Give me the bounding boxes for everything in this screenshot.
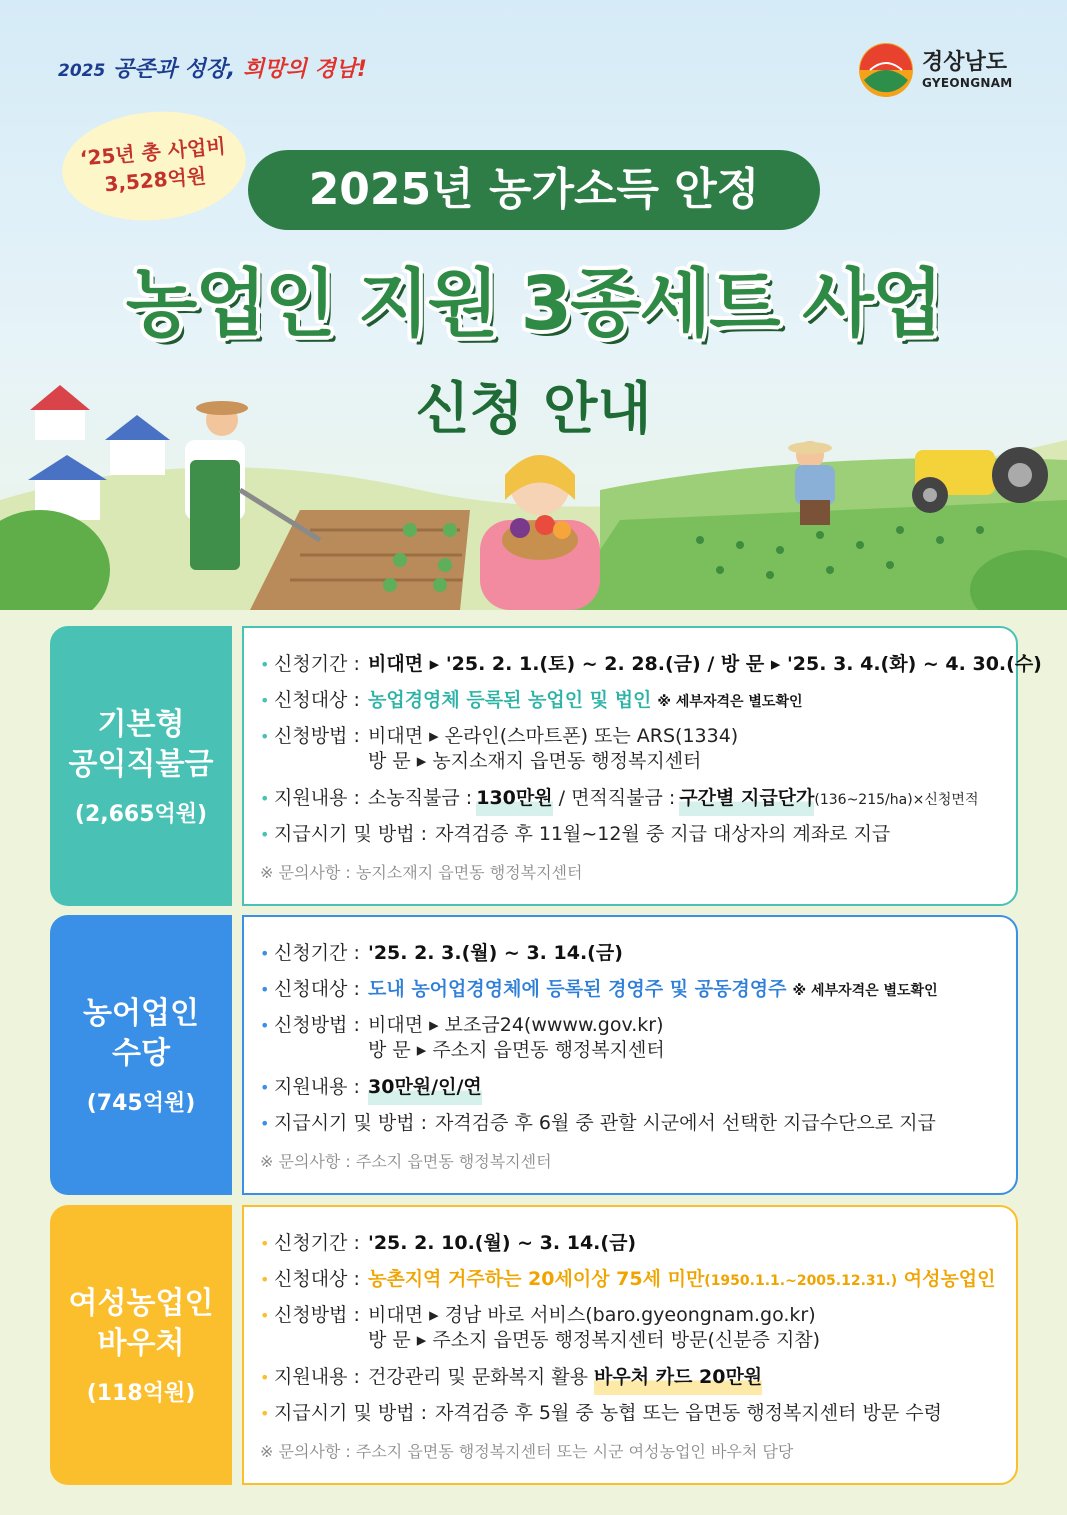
section-name-line2: 바우처 — [97, 1325, 185, 1361]
row-label: 신청방법 : — [274, 1014, 360, 1036]
bullet-icon: • — [260, 1270, 270, 1289]
row-payment — [260, 816, 998, 852]
row-target — [260, 682, 998, 718]
bullet-icon: • — [260, 655, 270, 674]
row-label: 지원내용 : — [274, 1076, 360, 1098]
target-birth-range: (1950.1.1.~2005.12.31.) — [704, 1273, 898, 1289]
row-payment — [260, 1105, 998, 1141]
content-value: 바우처 카드 20만원 — [594, 1359, 762, 1395]
target-value: 농촌지역 거주하는 20세이상 75세 미만 — [368, 1268, 705, 1290]
slogan-year: 2025 — [58, 61, 106, 81]
logo-name: 경상남도 — [922, 50, 1008, 75]
section-direct-payment — [50, 626, 1042, 906]
method-online: 비대면 ▸ 보조금24(wwww.gov.kr) — [368, 1014, 664, 1036]
bullet-icon: • — [260, 1114, 270, 1133]
section-body — [242, 626, 1042, 906]
content-value: 30만원/인/연 — [368, 1069, 482, 1105]
gyeongnam-emblem-icon — [858, 42, 914, 98]
inquiry-note: ※ 문의사항 : 주소지 읍면동 행정복지센터 또는 시군 여성농업인 바우처 담당 — [260, 1442, 794, 1461]
target-value: 도내 농어업경영체에 등록된 경영주 및 공동경영주 — [368, 978, 787, 1000]
main-title: 농업인 지원 3종세트 사업 — [125, 261, 942, 347]
budget-line1: ‘25년 총 사업비 — [79, 133, 227, 171]
row-method-visit — [260, 748, 998, 780]
row-period — [260, 646, 1042, 682]
row-label: 신청방법 : — [274, 1304, 360, 1326]
row-label: 지급시기 및 방법 : — [274, 1402, 427, 1424]
row-label: 신청대상 : — [274, 1268, 360, 1290]
target-value: 농업경영체 등록된 농업인 및 법인 — [368, 689, 652, 711]
section-name-line2: 수당 — [112, 1035, 170, 1071]
section-name-line1: 기본형 — [97, 706, 185, 742]
budget-line2: 3,528억원 — [103, 163, 208, 197]
method-visit: 방 문 ▸ 주소지 읍면동 행정복지센터 방문(신분증 지참) — [368, 1329, 821, 1351]
bullet-icon: • — [260, 980, 270, 999]
content-small-farm-amount: 130만원 — [476, 780, 552, 816]
bullet-icon: • — [260, 789, 270, 808]
payment-value: 자격검증 후 11월~12월 중 지급 대상자의 계좌로 지급 — [435, 823, 891, 845]
row-period — [260, 935, 998, 971]
period-value: '25. 2. 3.(월) ~ 3. 14.(금) — [368, 942, 623, 964]
content-area-rate: 구간별 지급단가 — [679, 780, 814, 816]
row-label: 신청기간 : — [274, 653, 360, 675]
budget-bubble — [58, 104, 251, 228]
inquiry-note: ※ 문의사항 : 주소지 읍면동 행정복지센터 — [260, 1152, 552, 1171]
period-value: '25. 2. 10.(월) ~ 3. 14.(금) — [368, 1232, 637, 1254]
method-visit: 방 문 ▸ 주소지 읍면동 행정복지센터 — [368, 1039, 665, 1061]
row-label: 신청방법 : — [274, 725, 360, 747]
slogan-part2: 희망의 경남! — [242, 57, 367, 82]
section-label — [50, 626, 232, 906]
row-label: 지급시기 및 방법 : — [274, 823, 427, 845]
row-payment — [260, 1395, 998, 1431]
section-budget: (118억원) — [86, 1380, 196, 1406]
content-description: 건강관리 및 문화복지 활용 — [368, 1366, 589, 1388]
row-method-visit — [260, 1327, 998, 1359]
section-name-line1: 여성농업인 — [68, 1285, 214, 1321]
method-visit: 방 문 ▸ 농지소재지 읍면동 행정복지센터 — [368, 750, 702, 772]
period-visit: 방 문 ▸ '25. 3. 4.(화) ~ 4. 30.(수) — [720, 653, 1042, 675]
section-budget: (2,665억원) — [74, 801, 208, 827]
row-content — [260, 1069, 998, 1105]
bullet-icon: • — [260, 1234, 270, 1253]
row-content — [260, 780, 998, 816]
row-target — [260, 1261, 998, 1297]
target-suffix: 여성농업인 — [897, 1268, 996, 1290]
content-area-formula: (136~215/ha)×신청면적 — [814, 792, 979, 808]
section-budget: (745억원) — [86, 1090, 196, 1116]
hero-banner — [0, 0, 1067, 610]
section-name-line1: 농어업인 — [83, 995, 199, 1031]
slogan — [58, 52, 367, 83]
bullet-icon: • — [260, 1368, 270, 1387]
row-period — [260, 1225, 998, 1261]
row-content — [260, 1359, 998, 1395]
section-women-voucher — [50, 1205, 1018, 1485]
logo-english: GYEONGNAM — [922, 76, 1013, 90]
bullet-icon: • — [260, 1078, 270, 1097]
row-label: 신청대상 : — [274, 978, 360, 1000]
period-online: 비대면 ▸ '25. 2. 1.(토) ~ 2. 28.(금) — [368, 653, 701, 675]
gyeongnam-logo — [858, 42, 1013, 98]
row-label: 지급시기 및 방법 : — [274, 1112, 427, 1134]
row-label: 지원내용 : — [274, 787, 360, 809]
target-note: ※ 세부자격은 별도확인 — [657, 694, 803, 710]
section-body — [242, 1205, 1018, 1485]
title-pill: 2025년 농가소득 안정 — [248, 150, 820, 230]
section-farmer-allowance — [50, 915, 1018, 1195]
bullet-icon: • — [260, 825, 270, 844]
row-target — [260, 971, 998, 1007]
bullet-icon: • — [260, 944, 270, 963]
bullet-icon: • — [260, 727, 270, 746]
row-label: 신청대상 : — [274, 689, 360, 711]
method-online: 비대면 ▸ 경남 바로 서비스(baro.gyeongnam.go.kr) — [368, 1304, 816, 1326]
bullet-icon: • — [260, 1016, 270, 1035]
section-label — [50, 915, 232, 1195]
section-name-line2: 공익직불금 — [68, 746, 214, 782]
row-label: 신청기간 : — [274, 1232, 360, 1254]
bullet-icon: • — [260, 1306, 270, 1325]
content-small-farm-label: 소농직불금 : — [368, 787, 473, 809]
method-online: 비대면 ▸ 온라인(스마트폰) 또는 ARS(1334) — [368, 725, 739, 747]
section-body — [242, 915, 1018, 1195]
row-label: 지원내용 : — [274, 1366, 360, 1388]
sub-title: 신청 안내 — [415, 377, 652, 442]
row-method-visit — [260, 1037, 998, 1069]
section-label — [50, 1205, 232, 1485]
payment-value: 자격검증 후 5월 중 농협 또는 읍면동 행정복지센터 방문 수령 — [435, 1402, 942, 1424]
payment-value: 자격검증 후 6월 중 관할 시군에서 선택한 지급수단으로 지급 — [435, 1112, 936, 1134]
target-note: ※ 세부자격은 별도확인 — [792, 983, 938, 999]
bullet-icon: • — [260, 1404, 270, 1423]
slogan-part1: 공존과 성장, — [113, 57, 236, 82]
row-label: 신청기간 : — [274, 942, 360, 964]
bullet-icon: • — [260, 691, 270, 710]
period-separator: / — [700, 653, 721, 675]
content-area-label: / 면적직불금 : — [552, 787, 676, 809]
inquiry-note: ※ 문의사항 : 농지소재지 읍면동 행정복지센터 — [260, 863, 583, 882]
